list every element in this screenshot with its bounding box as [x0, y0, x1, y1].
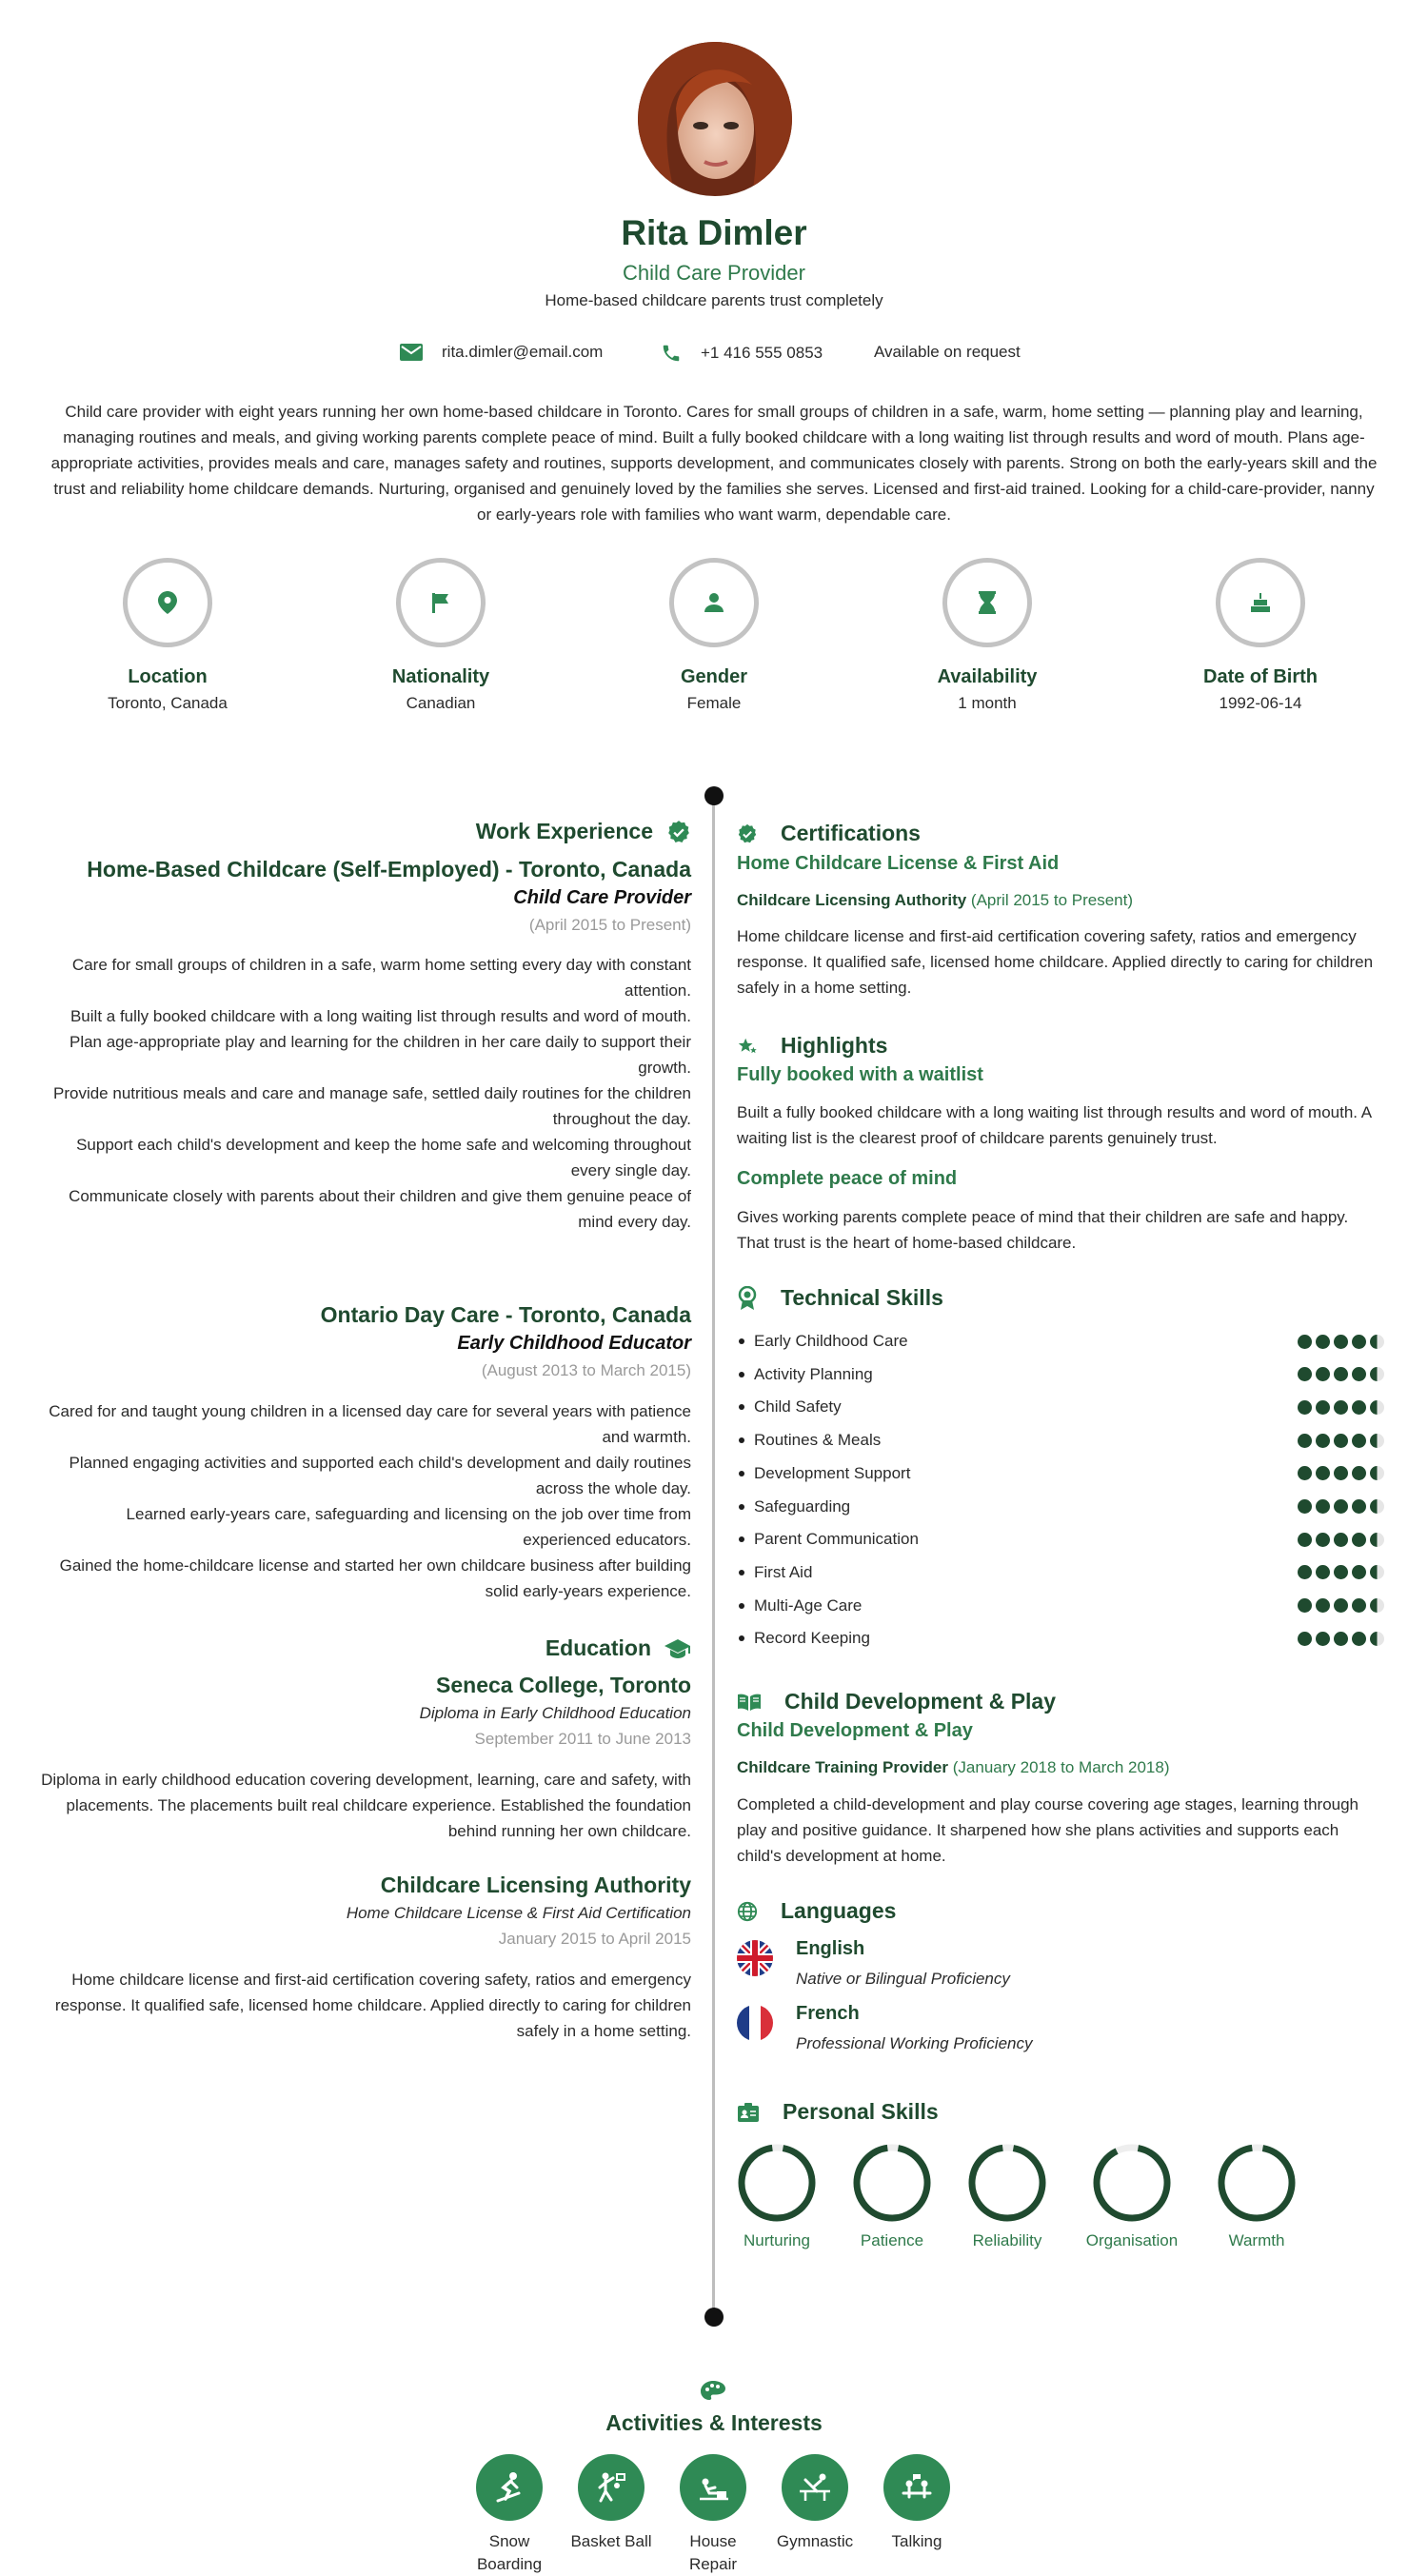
rating-dot: [1370, 1632, 1384, 1646]
snowboarding-icon: [490, 2468, 528, 2507]
skill-rating: [1294, 1533, 1384, 1547]
skill-rating: [1294, 1466, 1384, 1480]
work-experience-heading: Work Experience: [476, 819, 691, 844]
rating-dot: [1352, 1434, 1366, 1448]
job-company: Home-Based Childcare (Self-Employed) - Toronto, Canada: [87, 857, 691, 882]
rating-dot: [1298, 1598, 1312, 1613]
education-text: Home childcare license and first-aid certification covering safety, ratios and emergency response. It qualified safe, licensed home childcare. Applied directly to caring for children safely in a home setting.: [54, 1971, 691, 2040]
list-item: Communicate closely with parents about their children and give them genuine peace of mind every day.: [69, 1187, 691, 1231]
globe-icon: [737, 1901, 758, 1922]
graduation-cap-icon: [664, 1638, 691, 1659]
skill-ring: [1089, 2140, 1175, 2226]
skill-rating: [1294, 1434, 1384, 1448]
skill-rating: [1294, 1565, 1384, 1579]
certificate-badge-icon: [737, 823, 758, 844]
hourglass-icon: [978, 591, 997, 614]
rating-dot: [1316, 1632, 1330, 1646]
language-name: French: [796, 2003, 860, 2024]
skill-name: Child Safety: [754, 1397, 842, 1417]
bullet-dot: [739, 1437, 744, 1443]
list-item: Learned early-years care, safeguarding and licensing on the job over time from experienced educators.: [126, 1505, 691, 1549]
interest-snowboarding: Snow Boarding: [462, 2454, 557, 2576]
skill-rating: [1294, 1367, 1384, 1381]
location-icon: [158, 591, 177, 614]
education-text: Diploma in early childhood education covering development, learning, care and safety, with placements. The placements built real childcare experience. Established the foundation behind running her own childcare.: [41, 1771, 691, 1840]
rating-dot: [1370, 1598, 1384, 1613]
technical-skills-heading: Technical Skills: [737, 1285, 943, 1311]
avatar: [638, 42, 792, 196]
rating-dot: [1298, 1466, 1312, 1480]
rating-dot: [1334, 1434, 1348, 1448]
palette-icon: [700, 2380, 726, 2408]
skill-row: [737, 1330, 1384, 1353]
rating-dot: [1298, 1565, 1312, 1579]
info-availability: Availability 1 month: [873, 558, 1101, 713]
bullet-dot: [739, 1504, 744, 1510]
education-school: Childcare Licensing Authority: [380, 1873, 691, 1897]
rating-dot: [1370, 1466, 1384, 1480]
bullet-dot: [739, 1471, 744, 1476]
certification-title: Home Childcare License & First Aid: [737, 853, 1060, 874]
education-dates: January 2015 to April 2015: [498, 1930, 691, 1948]
skill-rating: [1294, 1598, 1384, 1613]
flag-icon: [431, 592, 450, 613]
skill-row: [737, 1429, 1384, 1452]
language-name: English: [796, 1938, 865, 1959]
job-role: Early Childhood Educator: [457, 1333, 691, 1354]
personal-skill: [1075, 2140, 1189, 2250]
skill-ring: [734, 2140, 820, 2226]
info-gender: Gender Female: [600, 558, 828, 713]
education-school: Seneca College, Toronto: [436, 1673, 691, 1697]
rating-dot: [1298, 1434, 1312, 1448]
rating-dot: [1298, 1400, 1312, 1415]
course-heading: Child Development & Play: [737, 1689, 1056, 1714]
interest-house-repair: House Repair: [665, 2454, 761, 2576]
bullet-dot: [739, 1372, 744, 1377]
interest-gymnastic: Gymnastic: [767, 2454, 863, 2553]
job-role: Child Care Provider: [513, 887, 691, 908]
email-text: rita.dimler@email.com: [442, 343, 604, 361]
bullet-dot: [739, 1635, 744, 1641]
phone-contact[interactable]: [661, 343, 823, 364]
rating-dot: [1298, 1533, 1312, 1547]
info-location: Location Toronto, Canada: [53, 558, 282, 713]
rating-dot: [1316, 1598, 1330, 1613]
highlight-text: Gives working parents complete peace of mind that their children are safe and happy. That trust is the heart of home-based childcare.: [737, 1208, 1349, 1252]
timeline-dot-top: [704, 786, 724, 805]
language-english: [737, 1938, 1010, 1989]
rating-dot: [1352, 1565, 1366, 1579]
rating-dot: [1334, 1335, 1348, 1349]
rating-dot: [1352, 1367, 1366, 1381]
interest-talking: Talking: [869, 2454, 964, 2553]
info-nationality: Nationality Canadian: [327, 558, 555, 713]
language-level: Professional Working Proficiency: [796, 2034, 1033, 2052]
job-bullets: [34, 952, 691, 1235]
list-item: Built a fully booked childcare with a long waiting list through results and word of mouth.: [69, 1007, 691, 1025]
job-company: Ontario Day Care - Toronto, Canada: [320, 1302, 691, 1327]
rating-dot: [1352, 1632, 1366, 1646]
availability-note: Available on request: [874, 343, 1021, 361]
bullet-dot: [739, 1404, 744, 1410]
talking-icon: [898, 2468, 936, 2507]
basketball-icon: [592, 2468, 630, 2507]
rating-dot: [1316, 1434, 1330, 1448]
rating-dot: [1370, 1499, 1384, 1514]
list-item: Care for small groups of children in a safe, warm home setting every day with constant attention.: [71, 956, 691, 1000]
timeline-dot-bottom: [704, 2308, 724, 2327]
list-item: Support each child's development and keep the home safe and welcoming throughout every single day.: [76, 1136, 691, 1179]
rating-dot: [1298, 1632, 1312, 1646]
rating-dot: [1370, 1565, 1384, 1579]
rating-dot: [1370, 1434, 1384, 1448]
course-text: Completed a child-development and play course covering age stages, learning through play and positive guidance. It sharpened how she plans activities and supports each child's development at home.: [737, 1795, 1359, 1865]
skill-row: [737, 1561, 1384, 1584]
rating-dot: [1334, 1632, 1348, 1646]
rating-dot: [1334, 1533, 1348, 1547]
rating-dot: [1298, 1335, 1312, 1349]
skill-ring: [964, 2140, 1050, 2226]
personal-skill-label: Nurturing: [744, 2231, 810, 2249]
education-degree: Diploma in Early Childhood Education: [419, 1704, 691, 1722]
rating-dot: [1352, 1533, 1366, 1547]
rating-dot: [1370, 1400, 1384, 1415]
skill-name: Early Childhood Care: [754, 1332, 908, 1350]
rating-dot: [1352, 1466, 1366, 1480]
personal-skills-heading: Personal Skills: [737, 2099, 939, 2125]
skill-row: [737, 1462, 1384, 1485]
rating-dot: [1334, 1598, 1348, 1613]
rating-dot: [1370, 1533, 1384, 1547]
list-item: Planned engaging activities and supported each child's development and daily routines across the whole day.: [69, 1454, 691, 1497]
highlight-text: Built a fully booked childcare with a long waiting list through results and word of mouth. A waiting list is the clearest proof of childcare parents genuinely trust.: [737, 1103, 1372, 1147]
skill-row: [737, 1627, 1384, 1650]
list-item: Plan age-appropriate play and learning for the children in her care daily to support their growth.: [69, 1033, 691, 1077]
skill-row: [737, 1528, 1384, 1551]
rating-dot: [1352, 1335, 1366, 1349]
languages-heading: Languages: [737, 1898, 896, 1924]
info-date-of-birth: Date of Birth 1992-06-14: [1146, 558, 1375, 713]
timeline-line: [712, 796, 715, 2317]
award-ribbon-icon: [737, 1286, 758, 1311]
skill-name: First Aid: [754, 1562, 813, 1581]
bullet-dot: [739, 1570, 744, 1575]
rating-dot: [1316, 1466, 1330, 1480]
contact-bar: [0, 343, 1428, 369]
skill-name: Development Support: [754, 1463, 911, 1482]
skill-name: Safeguarding: [754, 1496, 851, 1516]
email-icon: [400, 344, 423, 361]
education-dates: September 2011 to June 2013: [474, 1730, 691, 1748]
course-meta: Childcare Training Provider (January 2018 to March 2018): [737, 1758, 1170, 1776]
rating-dot: [1334, 1499, 1348, 1514]
course-title: Child Development & Play: [737, 1720, 973, 1741]
phone-icon: [661, 343, 682, 364]
uk-flag-icon: [737, 1940, 773, 1976]
stars-icon: [737, 1036, 758, 1057]
rating-dot: [1298, 1499, 1312, 1514]
skill-rating: [1294, 1335, 1384, 1349]
skill-rating: [1294, 1499, 1384, 1514]
cake-icon: [1249, 591, 1272, 614]
rating-dot: [1352, 1598, 1366, 1613]
personal-skill: [720, 2140, 834, 2250]
personal-skill-label: Warmth: [1228, 2231, 1285, 2249]
verified-badge-icon: [666, 820, 691, 844]
list-item: Provide nutritious meals and care and manage safe, settled daily routines for the children throughout the day.: [53, 1084, 691, 1128]
profile-summary: Child care provider with eight years running her own home-based childcare in Toronto. Cares for small groups of children in a safe, warm, home setting — planning play and learning, managing routines and meals, and giving working parents complete peace of mind. Built a fully booked childcare with a long waiting list through results and word of mouth. Plans age-appropriate activities, provides meals and care, manages safety and routines, supports development, and communicates closely with parents. Strong on both the early-years skill and the trust and reliability home childcare demands. Nurturing, organised and genuinely loved by the families she serves. Licensed and first-aid trained. Looking for a child-care-provider, nanny or early-years role with families who want warm, dependable care.: [50, 403, 1378, 524]
highlight-title: Complete peace of mind: [737, 1168, 958, 1189]
bullet-dot: [739, 1603, 744, 1609]
education-degree: Home Childcare License & First Aid Certification: [346, 1904, 691, 1922]
rating-dot: [1316, 1533, 1330, 1547]
interests-heading: Activities & Interests: [605, 2410, 823, 2435]
rating-dot: [1298, 1367, 1312, 1381]
rating-dot: [1316, 1335, 1330, 1349]
list-item: Cared for and taught young children in a licensed day care for several years with patience and warmth.: [49, 1402, 691, 1446]
skill-ring: [849, 2140, 935, 2226]
interest-basketball: Basket Ball: [564, 2454, 659, 2553]
bullet-dot: [739, 1338, 744, 1344]
rating-dot: [1370, 1367, 1384, 1381]
job-dates: (April 2015 to Present): [528, 916, 691, 934]
skill-name: Routines & Meals: [754, 1431, 882, 1450]
france-flag-icon: [737, 2005, 773, 2041]
certification-text: Home childcare license and first-aid certification covering safety, ratios and emergency response. It qualified safe, licensed home childcare. Applied directly to caring for children safely in a home setting.: [737, 927, 1374, 997]
house-repair-icon: [694, 2468, 732, 2507]
candidate-title: Child Care Provider: [623, 261, 805, 285]
phone-text: +1 416 555 0853: [701, 344, 823, 362]
rating-dot: [1352, 1499, 1366, 1514]
skill-name: Multi-Age Care: [754, 1595, 863, 1615]
skill-row: [737, 1363, 1384, 1386]
list-item: Gained the home-childcare license and started her own childcare business after building solid early-years experience.: [59, 1556, 691, 1600]
job-dates: (August 2013 to March 2015): [481, 1361, 691, 1379]
rating-dot: [1334, 1466, 1348, 1480]
personal-skill-label: Organisation: [1085, 2231, 1179, 2249]
highlights-heading: Highlights: [737, 1033, 887, 1059]
personal-skill-label: Patience: [860, 2231, 924, 2249]
job-bullets: [34, 1398, 691, 1604]
rating-dot: [1316, 1499, 1330, 1514]
rating-dot: [1334, 1565, 1348, 1579]
skill-name: Activity Planning: [754, 1364, 873, 1383]
open-book-icon: [737, 1693, 762, 1712]
language-level: Native or Bilingual Proficiency: [796, 1970, 1010, 1988]
email-contact[interactable]: [400, 343, 603, 362]
id-badge-icon: [737, 2102, 760, 2123]
highlight-title: Fully booked with a waitlist: [737, 1064, 983, 1085]
personal-skill: [1200, 2140, 1314, 2250]
skill-name: Parent Communication: [754, 1530, 919, 1549]
rating-dot: [1334, 1367, 1348, 1381]
skill-row: [737, 1496, 1384, 1518]
candidate-tagline: Home-based childcare parents trust completely: [545, 291, 883, 309]
certification-meta: Childcare Licensing Authority (April 2015 to Present): [737, 891, 1134, 909]
rating-dot: [1370, 1335, 1384, 1349]
skill-name: Record Keeping: [754, 1629, 870, 1648]
rating-dot: [1352, 1400, 1366, 1415]
skill-rating: [1294, 1400, 1384, 1415]
rating-dot: [1316, 1565, 1330, 1579]
language-french: [737, 2003, 1032, 2053]
skill-ring: [1214, 2140, 1299, 2226]
personal-skill-label: Reliability: [972, 2231, 1042, 2249]
skill-row: [737, 1595, 1384, 1617]
bullet-dot: [739, 1536, 744, 1542]
personal-skill: [950, 2140, 1064, 2250]
rating-dot: [1334, 1400, 1348, 1415]
gymnastic-icon: [796, 2468, 834, 2507]
certifications-heading: Certifications: [737, 821, 921, 846]
education-heading: Education: [545, 1635, 691, 1661]
skill-rating: [1294, 1632, 1384, 1646]
rating-dot: [1316, 1367, 1330, 1381]
candidate-name: Rita Dimler: [621, 213, 807, 252]
rating-dot: [1316, 1400, 1330, 1415]
person-icon: [704, 592, 724, 613]
skill-row: [737, 1396, 1384, 1418]
personal-skill: [835, 2140, 949, 2250]
